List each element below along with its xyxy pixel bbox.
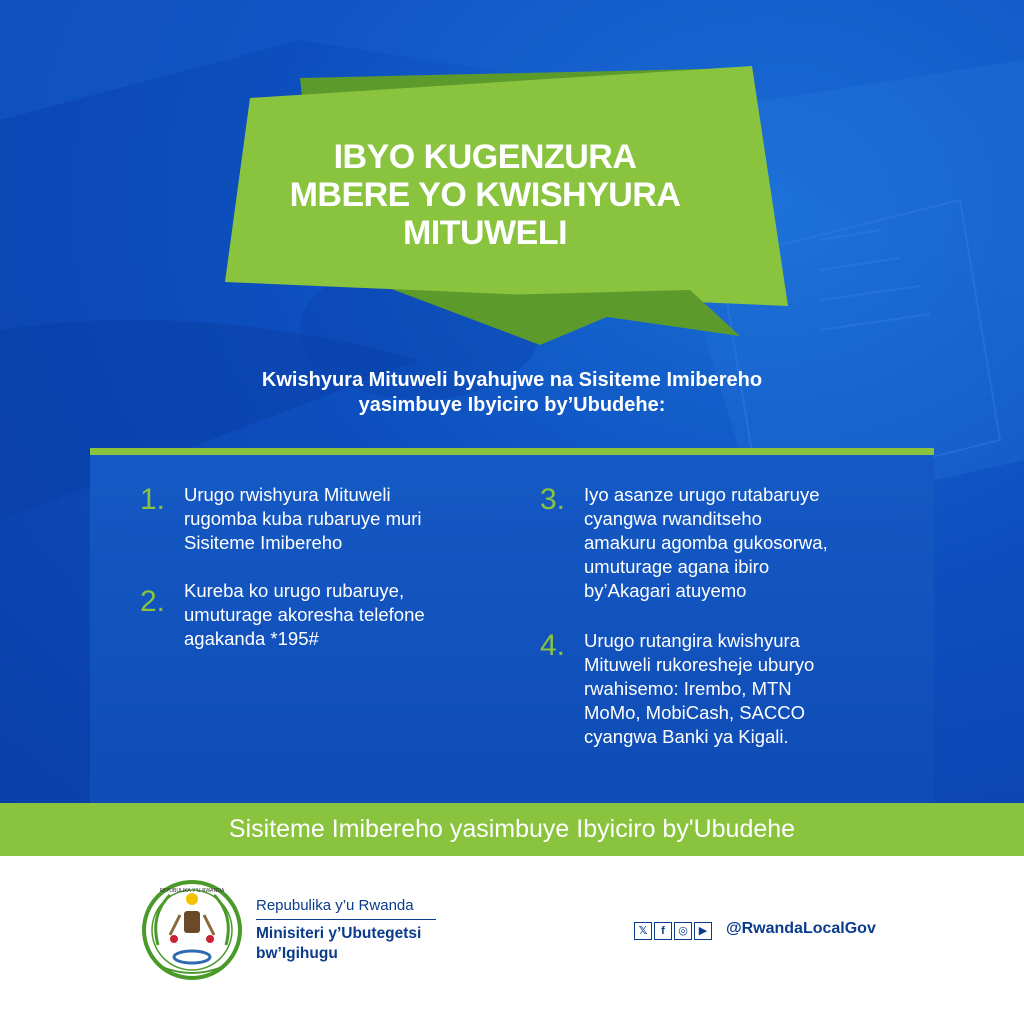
step-text	[184, 579, 425, 651]
step-number: 4.	[540, 629, 566, 662]
social-icons	[634, 922, 712, 940]
step-number: 2.	[140, 585, 166, 618]
x-icon[interactable]: 𝕏	[634, 922, 652, 940]
step-line: cyangwa Banki ya Kigali.	[584, 726, 789, 747]
intro-text	[110, 368, 914, 418]
step-line: Urugo rutangira kwishyura	[584, 630, 800, 651]
page-title	[240, 138, 730, 252]
org-ministry	[256, 924, 456, 964]
step-line: MoMo, MobiCash, SACCO	[584, 702, 806, 723]
title-line-1: IBYO KUGENZURA	[333, 138, 637, 176]
step-line: Mituweli rukoresheje uburyo	[584, 654, 815, 675]
instagram-icon[interactable]: ◎	[674, 922, 692, 940]
facebook-icon[interactable]: f	[654, 922, 672, 940]
title-line-2: MBERE YO KWISHYURA	[289, 176, 681, 214]
org-country: Repubulika y’u Rwanda	[256, 897, 414, 914]
ministry-line-1: Minisiteri y’Ubutegetsi	[256, 925, 422, 942]
step-line: amakuru agomba gukosorwa,	[584, 532, 828, 553]
step-line: Kureba ko urugo rubaruye,	[184, 580, 405, 601]
step-line: by’Akagari atuyemo	[584, 580, 747, 601]
step-text	[184, 483, 422, 555]
title-line-3: MITUWELI	[402, 214, 568, 252]
step-3	[540, 483, 828, 603]
youtube-icon[interactable]: ▶	[694, 922, 712, 940]
step-4	[540, 629, 814, 749]
emblem-caption: REPUBULIKA Y'U RWANDA	[159, 888, 225, 894]
step-1	[140, 483, 422, 555]
step-2	[140, 579, 425, 651]
ministry-line-2: bw’Igihugu	[256, 945, 338, 962]
step-line: umuturage akoresha telefone	[184, 604, 425, 625]
step-number: 1.	[140, 483, 166, 516]
intro-line-1: Kwishyura Mituweli byahujwe na Sisiteme Imibereho	[261, 369, 763, 391]
intro-line-2: yasimbuye Ibyiciro by’Ubudehe:	[358, 394, 666, 416]
step-line: rwahisemo: Irembo, MTN	[584, 678, 792, 699]
step-line: Urugo rwishyura Mituweli	[184, 484, 391, 505]
step-number: 3.	[540, 483, 566, 516]
step-line: umuturage agana ibiro	[584, 556, 770, 577]
tagline-bar: Sisiteme Imibereho yasimbuye Ibyiciro by'Ubudehe	[0, 803, 1024, 856]
step-text	[584, 483, 828, 603]
social-handle[interactable]: @RwandaLocalGov	[726, 920, 876, 937]
step-text	[584, 629, 814, 749]
rwanda-coat-of-arms-icon	[140, 875, 245, 985]
step-line: Sisiteme Imibereho	[184, 532, 343, 553]
org-divider	[256, 919, 436, 920]
step-line: agakanda *195#	[184, 628, 319, 649]
step-line: Iyo asanze urugo rutabaruye	[584, 484, 820, 505]
step-line: rugomba kuba rubaruye muri	[184, 508, 422, 529]
step-line: cyangwa rwanditseho	[584, 508, 762, 529]
